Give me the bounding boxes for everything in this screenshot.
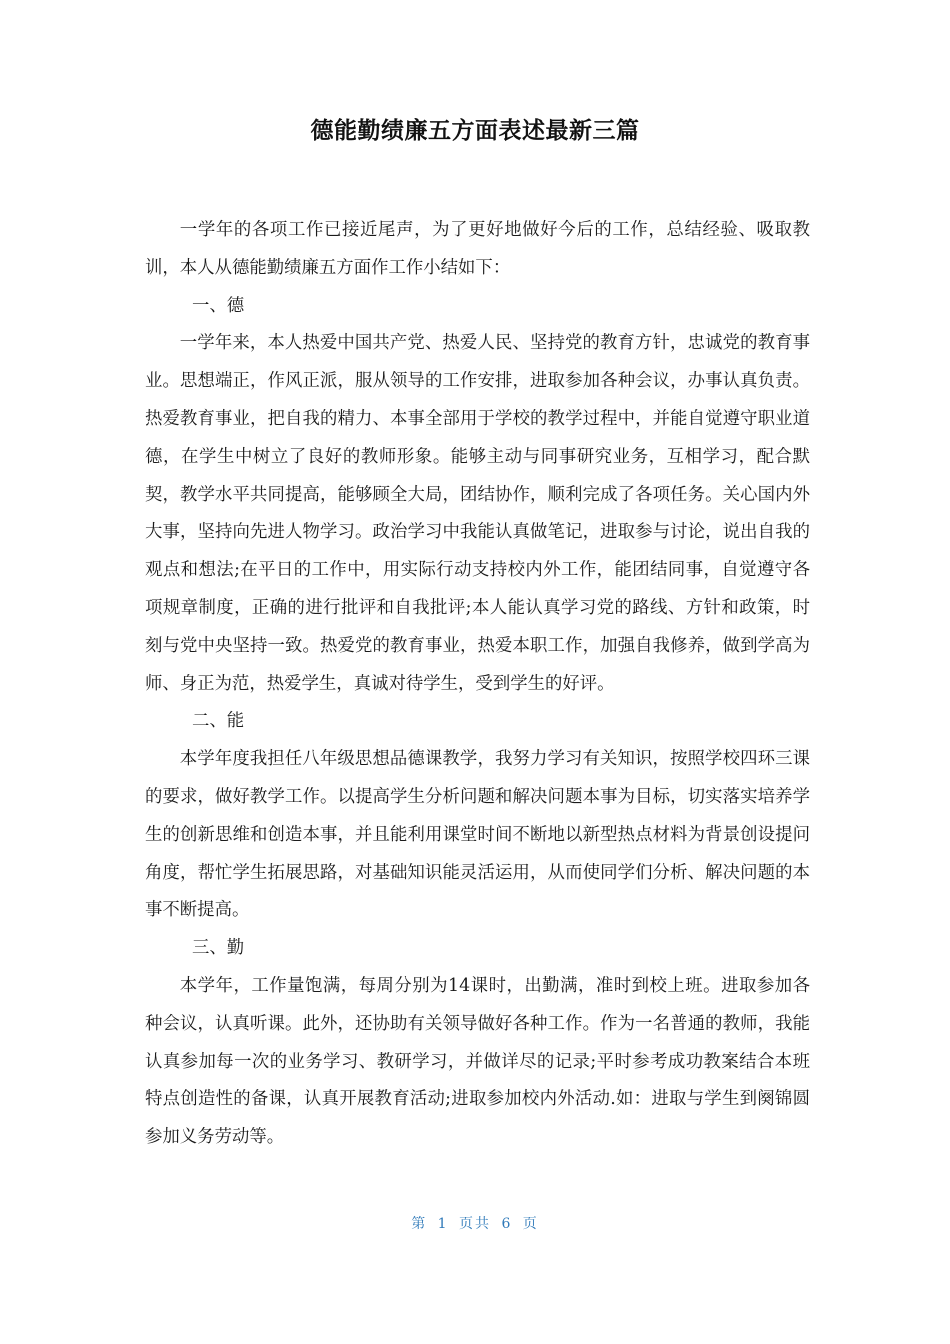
paragraph-qin: 本学年，工作量饱满，每周分别为14课时，出勤满，准时到校上班。进取参加各种会议，认真听课。此外，还协助有关领导做好各种工作。作为一名普通的教师，我能认真参加每一次的业务学习、教研学习，并做详尽的记录;平时参考成功教案结合本班特点创造性的备课，认真开展教育活动;进取参加校内外活动.如：进取与学生到阕锦圆参加义务劳动等。 [145, 975, 810, 1148]
intro-paragraph: 一学年的各项工作已接近尾声，为了更好地做好今后的工作，总结经验、吸取教训，本人从德能勤绩廉五方面作工作小结如下： [145, 220, 810, 278]
section-heading-qin: 三、勤 [192, 938, 245, 959]
page-number-footer: 第 1 页共 6 页 [411, 1216, 539, 1232]
section-heading-de: 一、德 [192, 295, 245, 316]
paragraph-de: 一学年来，本人热爱中国共产党、热爱人民、坚持党的教育方针，忠诚党的教育事业。思想端正，作风正派，服从领导的工作安排，进取参加各种会议，办事认真负责。热爱教育事业，把自我的精力、本事全部用于学校的教学过程中，并能自觉遵守职业道德，在学生中树立了良好的教师形象。能够主动与同事研究业务，互相学习，配合默契，教学水平共同提高，能够顾全大局，团结协作，顺利完成了各项任务。关心国内外大事，坚持向先进人物学习。政治学习中我能认真做笔记，进取参与讨论，说出自我的观点和想法;在平日的工作中，用实际行动支持校内外工作，能团结同事，自觉遵守各项规章制度，正确的进行批评和自我批评;本人能认真学习党的路线、方针和政策，时刻与党中央坚持一致。热爱党的教育事业，热爱本职工作，加强自我修养，做到学高为师、身正为范，热爱学生，真诚对待学生，受到学生的好评。 [145, 333, 810, 694]
document-body [145, 212, 810, 1157]
paragraph-neng: 本学年度我担任八年级思想品德课教学，我努力学习有关知识，按照学校四环三课的要求，做好教学工作。以提高学生分析问题和解决问题本事为目标，切实落实培养学生的创新思维和创造本事，并且能利用课堂时间不断地以新型热点材料为背景创设提问角度，帮忙学生拓展思路，对基础知识能灵活运用，从而使同学们分析、解决问题的本事不断提高。 [145, 749, 810, 921]
section-heading-neng: 二、能 [192, 711, 245, 732]
document-title: 德能勤绩廉五方面表述最新三篇 [310, 118, 640, 144]
